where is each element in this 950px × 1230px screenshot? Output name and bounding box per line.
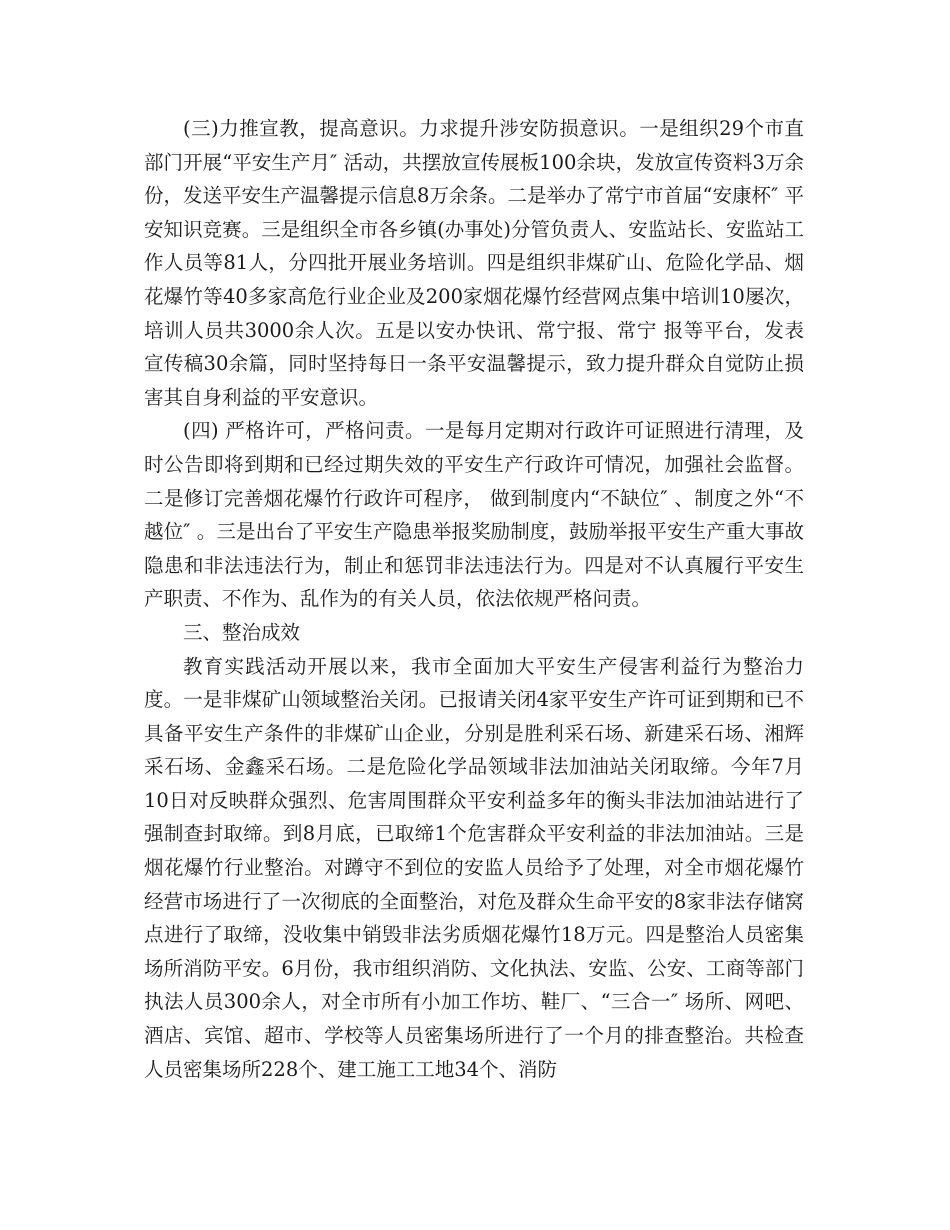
paragraph-publicity: (三)力推宣教，提高意识。力求提升涉安防损意识。一是组织29个市直部门开展“平安生产月″ 活动，共摆放宣传展板100余块，发放宣传资料3万余份，发送平安生产温馨提示信息8万余条。二是举办了常宁市首届“安康杯″ 平安知识竞赛。三是组织全市各乡镇(办事处)分管负责人、安监站长、安监站工作人员等81人，分四批开展业务培训。四是组织非煤矿山、危险化学品、烟花爆竹等40多家高危行业企业及200家烟花爆竹经营网点集中培训10屡次，培训人员共3000余人次。五是以安办快讯、常宁报、常宁 报等平台，发表宣传稿30余篇，同时坚持每日一条平安温馨提示，致力提升群众自觉防止损害其自身利益的平安意识。 [144,117,804,409]
paragraph-licensing: (四) 严格许可，严格问责。一是每月定期对行政许可证照进行清理，及时公告即将到期和已经过期失效的平安生产行政许可情况，加强社会监督。二是修订完善烟花爆竹行政许可程序， 做到制度内“不缺位″ 、制度之外“不越位″ 。三是出台了平安生产隐患举报奖励制度，鼓励举报平安生产重大事故隐患和非法违法行为，制止和惩罚非法违法行为。四是对不认真履行平安生产职责、不作为、乱作为的有关人员，依法依规严格问责。 [144,419,804,611]
paragraph-results: 教育实践活动开展以来，我市全面加大平安生产侵害利益行为整治力度。一是非煤矿山领域整治关闭。已报请关闭4家平安生产许可证到期和已不具备平安生产条件的非煤矿山企业，分别是胜利采石场、新建采石场、湘辉采石场、金鑫采石场。二是危险化学品领域非法加油站关闭取缔。今年7月10日对反映群众强烈、危害周围群众平安利益多年的衡头非法加油站进行了强制查封取缔。到8月底，已取缔1个危害群众平安利益的非法加油站。三是烟花爆竹行业整治。对蹲守不到位的安监人员给予了处理，对全市烟花爆竹经营市场进行了一次彻底的全面整治，对危及群众生命平安的8家非法存储窝点进行了取缔，没收集中销毁非法劣质烟花爆竹18万元。四是整治人员密集场所消防平安。6月份，我市组织消防、文化执法、安监、公安、工商等部门执法人员300余人，对全市所有小加工作坊、鞋厂、“三合一″ 场所、网吧、酒店、宾馆、超市、学校等人员密集场所进行了一个月的排查整治。共检查人员密集场所228个、建工施工工地34个、消防 [144,654,804,1081]
document-body [144,112,804,1086]
section-heading-results: 三、整治成效 [183,620,301,644]
